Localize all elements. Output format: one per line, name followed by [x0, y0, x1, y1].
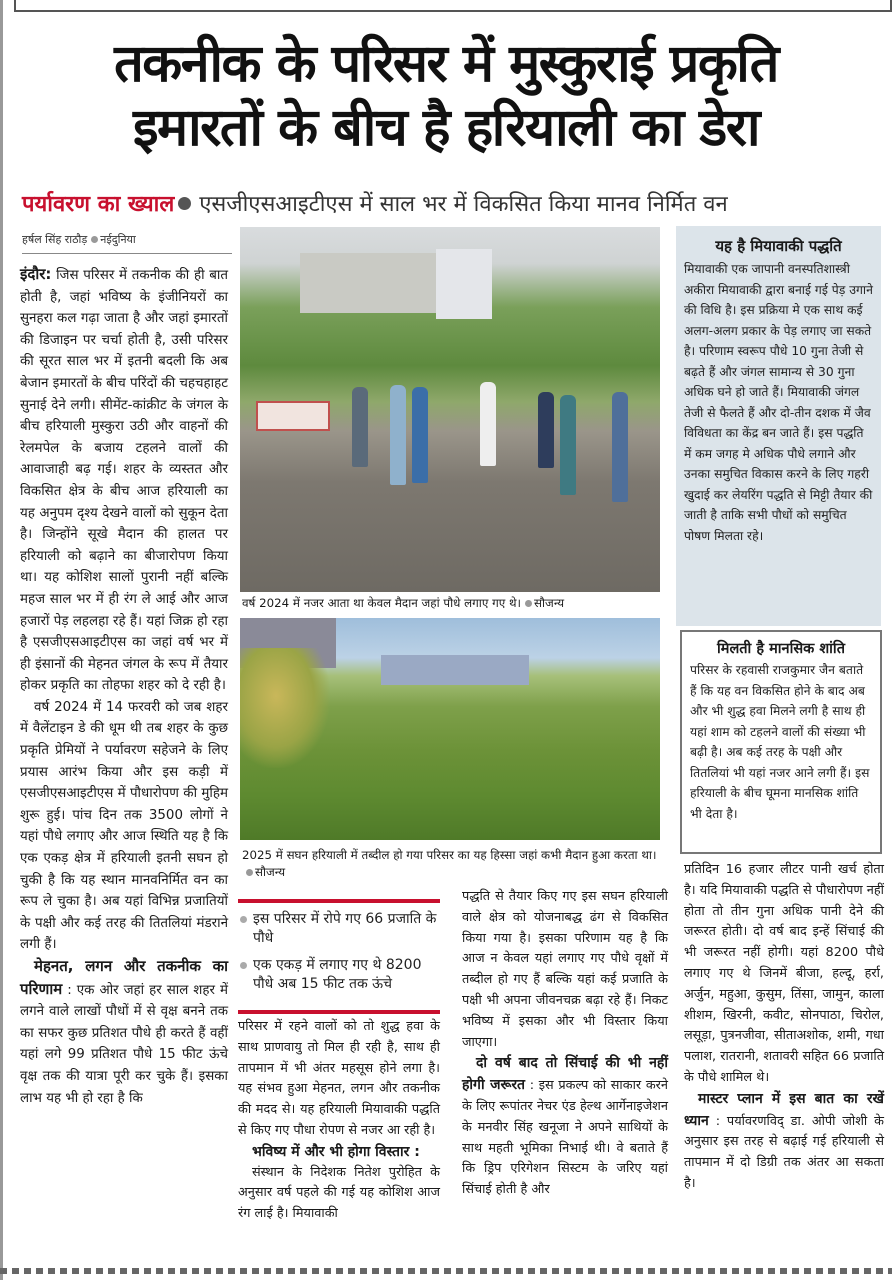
- highlight-item: [238, 956, 440, 994]
- article-column-3: [462, 887, 668, 1201]
- sidebar-body: परिसर के रहवासी राजकुमार जैन बताते हैं कि यह वन विकसित होने के बाद अब और भी शुद्ध हवा मिलने लगी है साथ ही यहां शाम को टहलने वालों की संख्या भी बढ़ी है। अब कई तरह के पक्षी और तितलियां भी यहां नजर आने लगी हैं। इस हरियाली के बीच घूमना मानसिक शांति भी देता है।: [690, 663, 870, 821]
- bullet-dot-icon: [91, 236, 98, 243]
- section-subhead: दो वर्ष बाद तो सिंचाई की भी नहीं होगी जरूरत: [462, 1055, 668, 1094]
- paragraph: संस्थान के निदेशक नितेश पुरोहित के अनुसार वर्ष पहले की गई यह कोशिश आज रंग लाई है। मियावाकी: [238, 1164, 440, 1222]
- sidebar-mental-peace: [680, 630, 882, 854]
- photo-forest-2025: [240, 618, 660, 840]
- headline-line-1: तकनीक के परिसर में मुस्कुराई प्रकृति: [114, 34, 778, 94]
- section-subhead: भविष्य में और भी होगा विस्तार :: [252, 1143, 420, 1160]
- highlight-item: [238, 910, 440, 948]
- bullet-dot-icon: [246, 869, 253, 876]
- bullet-dot-icon: [525, 600, 532, 607]
- person-shape: [412, 387, 428, 483]
- section-subhead: मास्टर प्लान में इस बात का रखें ध्यान: [684, 1090, 884, 1129]
- caption-text: 2025 में सघन हरियाली में तब्दील हो गया परिसर का यह हिस्सा जहां कभी मैदान हुआ करता था।: [242, 848, 657, 862]
- headline-line-2: इमारतों के बीच है हरियाली का डेरा: [133, 98, 759, 158]
- bullet-dot-icon: [240, 962, 247, 969]
- person-shape: [480, 382, 496, 466]
- byline-publication: नईदुनिया: [100, 233, 136, 246]
- paragraph: : पर्यावरणविद् डा. ओपी जोशी के अनुसार इस तरह से बढ़ाई गई हरियाली से तापमान में दो डिग्री तक अंतर आ सकता है।: [684, 1113, 884, 1191]
- dashed-cut-line: [0, 1268, 892, 1274]
- highlight-text: इस परिसर में रोपे गए 66 प्रजाति के पौधे: [253, 911, 437, 946]
- dateline: इंदौर:: [20, 265, 52, 283]
- highlights-box: [238, 910, 440, 1002]
- building-shape: [381, 655, 529, 685]
- person-shape: [352, 387, 368, 467]
- subhead: [22, 186, 882, 220]
- sidebar-miyawaki-method: [676, 226, 881, 626]
- kicker-label: पर्यावरण का ख्याल: [22, 192, 175, 217]
- red-divider: [238, 1010, 440, 1014]
- paragraph: जिस परिसर में तकनीक की ही बात होती है, जहां भविष्य के इंजीनियरों का सुनहरा कल गढ़ा जाता है और जहां इमारतों की डिजाइन पर चर्चा होती है, उसी परिसर की सूरत साल भर में इतनी बदली कि अब बेजान इमारतों के बीच परिंदों की चहचहाहट सुनाई देने लगी। सीमेंट-कांक्रीट के जंगल के बीच हरियाली मुस्कुरा उठी और वाहनों की रेलमपेल के बजाय टहलने वालों की आवाजाही बढ़ गई। शहर के व्यस्तत और विकसित क्षेत्र के बीच आज हरियाली का यह अनुपम दृश्य देखने वालों को सुकून देता है। जिन्होंने सूखे मैदान की हालत पर हरियाली को बढ़ाने का बीजारोपण किया था। यह कोशिश सालों पुरानी नहीं बल्कि महज साल भर में ही रंग ले आई और आज हजारों पेड़ लहलहा रहे हैं। यहां जिक्र हो रहा है एसजीएसआइटीएस का जहां वर्ष भर में ही इंसानों की मेहनत जंगल के रूप में तैयार होकर प्रकृति का तोहफा शहर को दे रही है।: [20, 268, 228, 694]
- photo-caption: [242, 595, 660, 612]
- person-shape: [390, 385, 406, 485]
- paragraph: पद्धति से तैयार किए गए इस सघन हरियाली वाले क्षेत्र को योजनाबद्ध ढंग से विकसित किया गया है। इसका परिणाम यह है कि आज न केवल यहां लगाए गए पौधे वृक्षों में तब्दील हो गए हैं बल्कि यहां कई प्रजाति के पक्षी भी अपना जीवनचक्र बढ़ा रहे हैं। निकट भविष्य में इसका और भी विस्तार किया जाएगा।: [462, 889, 668, 1050]
- deck-text: एसजीएसआइटीएस में साल भर में विकसित किया मानव निर्मित वन: [199, 192, 728, 217]
- paragraph: वर्ष 2024 में 14 फरवरी को जब शहर में वैलेंटाइन डे की धूम थी तब शहर के कुछ प्रकृति प्रेमियों ने पर्यावरण सहेजने के लिए प्रयास आरंभ किया और इस कड़ी में एसजीएसआइटीएस में पौधारोपण की मुहिम शुरू हुई। पांच दिन तक 3500 लोगों ने यहां पौधे लगाए और आज स्थिति यह है कि एक एकड़ क्षेत्र में हरियाली इतनी सघन हो चुकी है कि यह स्थान मानवनिर्मित वन का रूप ले चुका है। अब यहां विभिन्न प्रजातियों के पक्षी और कई तरह की तितलियां मंडराने लगी हैं।: [20, 699, 228, 953]
- article-column-2: [238, 1017, 440, 1225]
- sidebar-title: मिलती है मानसिक शांति: [717, 641, 845, 657]
- photo-caption: [242, 847, 660, 881]
- page-edge: [0, 0, 3, 1280]
- sidebar-title: यह है मियावाकी पद्धति: [715, 237, 842, 255]
- tree-shape: [240, 648, 330, 768]
- bullet-dot-icon: [178, 197, 191, 210]
- person-shape: [560, 395, 576, 495]
- paragraph: : इस प्रकल्प को साकार करने के लिए रूपांतर नेचर एंड हेल्थ आर्गेनाइजेशन के मनवीर सिंह खनूजा ने अपने साथियों के साथ महती भूमिका निभाई थी। वे बताते हैं कि ड्रिप एरिगेशन सिस्टम के जरिए यहां सिंचाई होती है और: [462, 1078, 668, 1198]
- paragraph: परिसर में रहने वालों को तो शुद्ध हवा के साथ प्राणवायु तो मिल ही रही है, साथ ही तापमान में भी अंतर महसूस होने लगा है। यह संभव हुआ मेहनत, लगन और तकनीक की मदद से। यह हरियाली मियावाकी पद्धति से किए गए पौधा रोपण से नजर आ रही है।: [238, 1019, 440, 1138]
- photo-credit: सौजन्य: [255, 865, 286, 879]
- byline: [22, 232, 232, 254]
- caption-text: वर्ष 2024 में नजर आता था केवल मैदान जहां पौधे लगाए गए थे।: [242, 596, 522, 610]
- person-shape: [612, 392, 628, 502]
- building-shape: [436, 249, 492, 319]
- article-column-4: [684, 860, 884, 1195]
- highlight-text: एक एकड़ में लगाए गए थे 8200 पौधे अब 15 फीट तक ऊंचे: [253, 957, 422, 992]
- section-subhead: मेहनत, लगन और तकनीक का परिणाम: [20, 957, 228, 998]
- paragraph: प्रतिदिन 16 हजार लीटर पानी खर्च होता है। यदि मियावाकी पद्धति से पौधारोपण नहीं होता तो तीन गुना अधिक पानी देने की जरूरत होती। दो वर्ष बाद इन्हें सिंचाई की भी जरूरत नहीं होगी। यहां 8200 पौधे लगाए गए थे जिनमें बीजा, हल्दू, हर्रा, अर्जुन, महुआ, कुसुम, तिंसा, जामुन, काला शीशम, खिरनी, कवीट, सोनपाठा, चिरोल, लसूड़ा, पुत्रनजीवा, सीताअशोक, शमी, गधा पलाश, रातरानी, शतावरी सहित 66 प्रजाति के पौधे शामिल थे।: [684, 862, 884, 1085]
- photo-plantation-2024: [240, 227, 660, 592]
- headline: [0, 32, 892, 160]
- top-border-rule: [14, 0, 892, 12]
- byline-author: हर्षल सिंह राठौड़: [22, 233, 88, 246]
- sidebar-body: मियावाकी एक जापानी वनस्पतिशास्त्री अकीरा मियावाकी द्वारा बनाई गई पेड़ उगाने की विधि है। इस प्रक्रिया मे एक साथ कई अलग-अलग प्रकार के पेड़ लगाए जा सकते है। परिणाम स्वरूप पौधे 10 गुना तेजी से बढ़ते हैं और जंगल सामान्य से 30 गुना अधिक घने हो जाते हैं। मियावाकी जंगल तेजी से फैलते हैं और दो-तीन दशक में जैव विविधता का केंद्र बन जाते हैं। इस पद्धति में कम जगह मे अधिक पौधे लगाने और उनका समुचित विकास करने के लिए गहरी खुदाई कर लेयरिंग पद्धति से मिट्टी तैयार की जाती है ताकि सभी पौधों को समुचित पोषण मिलता रहे।: [684, 262, 873, 543]
- paragraph: : एक ओर जहां हर साल शहर में लगने वाले लाखों पौधों में से वृक्ष बनने तक का सफर कुछ प्रतिशत पौधे ही करते हैं वहीं यहां लगे 99 प्रतिशत पौधे 15 फीट ऊंचे वृक्ष तक की यात्रा पूरी कर चुके हैं। इसका लाभ यह भी हो रहा है कि: [20, 982, 228, 1106]
- article-column-1: [20, 264, 228, 1109]
- red-divider: [238, 899, 440, 903]
- photo-credit: सौजन्य: [534, 596, 565, 610]
- banner-shape: [256, 401, 330, 431]
- person-shape: [538, 392, 554, 468]
- bullet-dot-icon: [240, 916, 247, 923]
